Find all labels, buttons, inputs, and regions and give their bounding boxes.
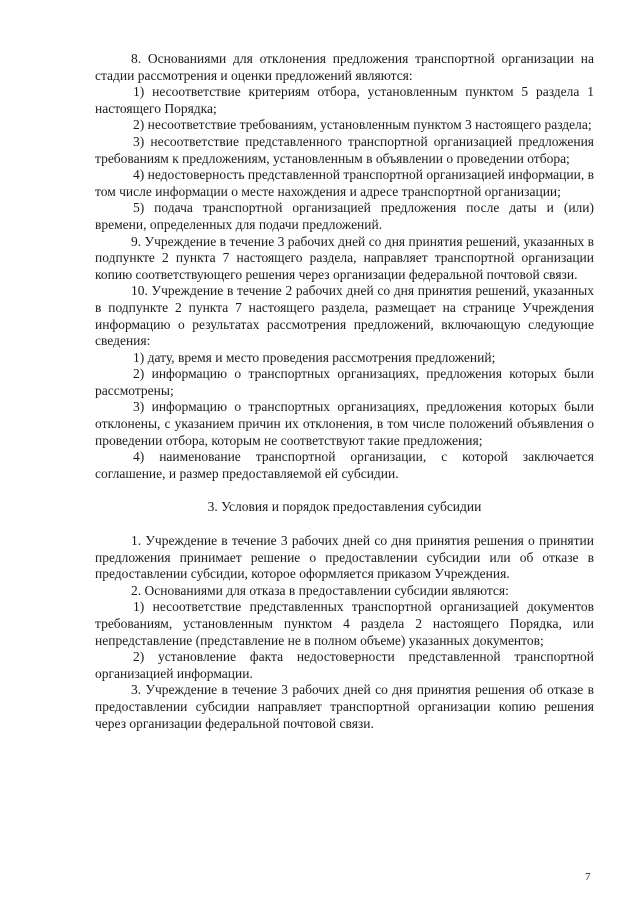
paragraph-8-item-3: 3) несоответствие представленного транспортной организацией предложения требованиям к предложениям, установленным в объявлении о проведении отбора;	[95, 133, 594, 166]
paragraph-10-item-3: 3) информацию о транспортных организациях, предложения которых были отклонены, с указанием причин их отклонения, в том числе положений объявления о проведении отбора, которым не соответствуют такие предложения;	[95, 399, 594, 448]
paragraph-10-item-1: 1) дату, время и место проведения рассмотрения предложений;	[133, 349, 496, 365]
document-body	[95, 51, 594, 732]
paragraph-8-item-2: 2) несоответствие требованиям, установленным пунктом 3 настоящего раздела;	[133, 117, 592, 133]
section3-paragraph-1: 1. Учреждение в течение 3 рабочих дней со дня принятия решения о принятии предложения принимает решение о предоставлении субсидии или об отказе в предоставлении субсидии, которое оформляется приказом Учреждения.	[95, 533, 594, 582]
section3-paragraph-2: 2. Основаниями для отказа в предоставлении субсидии являются:	[131, 582, 509, 598]
paragraph-8-item-4: 4) недостоверность представленной транспортной организацией информации, в том числе информации о месте нахождения и адресе транспортной организации;	[95, 167, 594, 199]
section-heading: 3. Условия и порядок предоставления субсидии	[207, 499, 482, 515]
section3-paragraph-3: 3. Учреждение в течение 3 рабочих дней со дня принятия решения об отказе в предоставлении субсидии направляет транспортной организации копию решения через организации федеральной почтовой связи.	[95, 682, 594, 731]
section3-paragraph-2-item-1: 1) несоответствие представленных транспортной организацией документов требованиям, установленным пунктом 4 раздела 2 настоящего Порядка, или непредставление (представление не в полном объеме) указанных документов;	[95, 599, 594, 648]
paragraph-9: 9. Учреждение в течение 3 рабочих дней со дня принятия решений, указанных в подпункте 2 пункта 7 настоящего раздела, направляет транспортной организации копию соответствующего решения через организации федеральной почтовой связи.	[95, 233, 594, 282]
page-number: 7	[585, 871, 591, 883]
paragraph-10: 10. Учреждение в течение 2 рабочих дней со дня принятия решений, указанных в подпункте 2 пункта 7 настоящего раздела, размещает на странице Учреждения информацию о результатах рассмотрения предложений, включающую следующие сведения:	[95, 283, 594, 349]
paragraph-8: 8. Основаниями для отклонения предложения транспортной организации на стадии рассмотрения и оценки предложений являются:	[95, 51, 594, 83]
paragraph-10-item-4: 4) наименование транспортной организации, с которой заключается соглашение, и размер предоставляемой ей субсидии.	[95, 449, 594, 481]
paragraph-10-item-2: 2) информацию о транспортных организациях, предложения которых были рассмотрены;	[95, 366, 594, 398]
paragraph-8-item-5: 5) подача транспортной организацией предложения после даты и (или) времени, определенных для подачи предложений.	[95, 200, 594, 232]
paragraph-8-item-1: 1) несоответствие критериям отбора, установленным пунктом 5 раздела 1 настоящего Порядка;	[95, 84, 594, 116]
section3-paragraph-2-item-2: 2) установление факта недостоверности представленной транспортной организацией информации.	[95, 649, 594, 681]
